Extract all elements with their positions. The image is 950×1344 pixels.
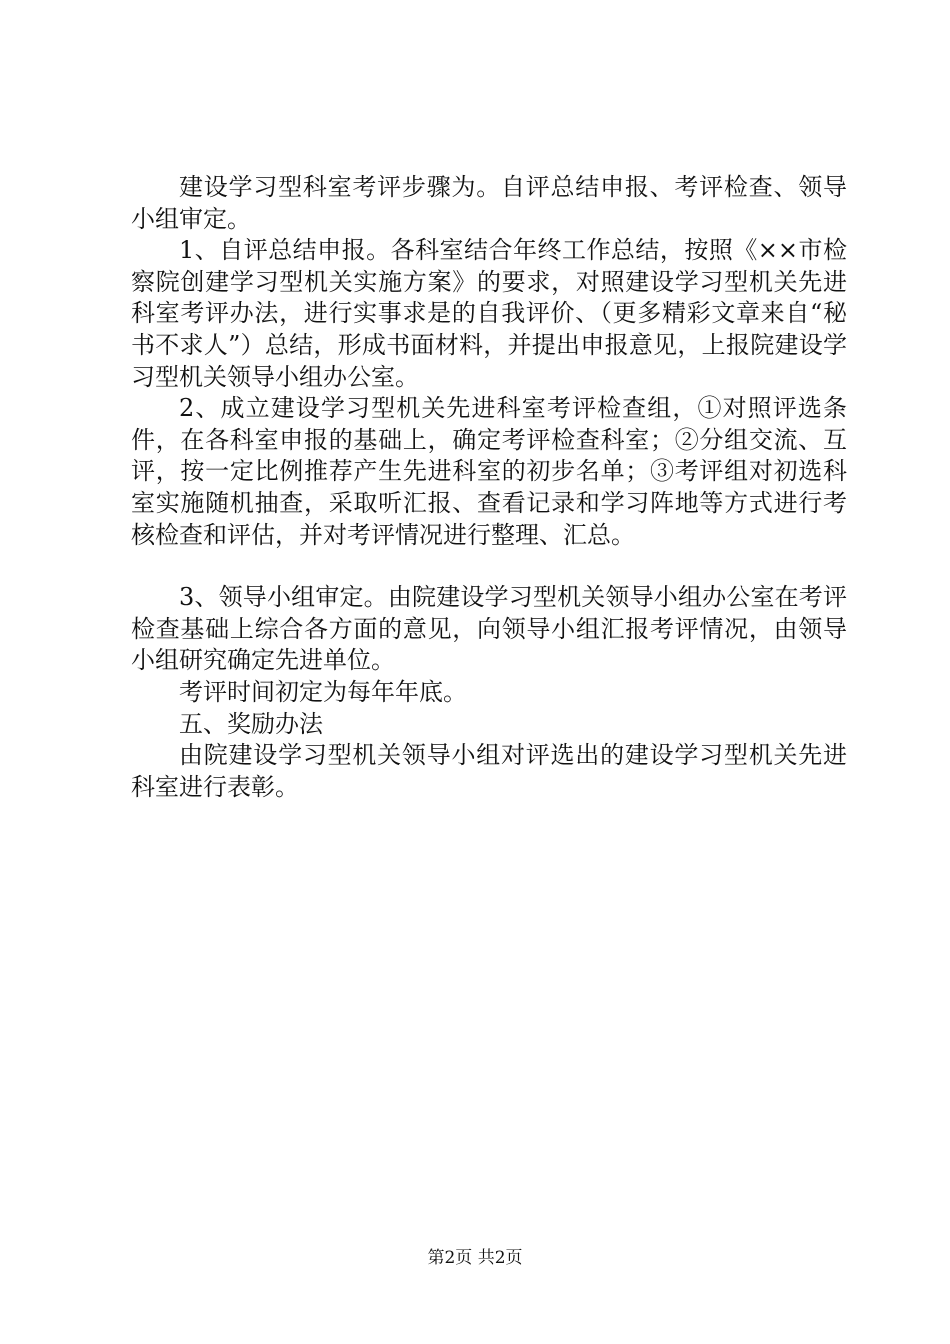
document-body xyxy=(131,172,847,803)
paragraph-step-1-self-evaluation: 1、自评总结申报。各科室结合年终工作总结，按照《××市检察院创建学习型机关实施方案》的要求，对照建设学习型机关先进科室考评办法，进行实事求是的自我评价、（更多精彩文章来自“秘书不求人”）总结，形成书面材料，并提出申报意见，上报院建设学习型机关领导小组办公室。 xyxy=(131,236,847,391)
page-number-footer: 第2页 共2页 xyxy=(427,1248,523,1268)
paragraph-step-2-inspection-group: 2、成立建设学习型机关先进科室考评检查组，①对照评选条件，在各科室申报的基础上，确定考评检查科室；②分组交流、互评，按一定比例推荐产生先进科室的初步名单；③考评组对初选科室实施随机抽查，采取听汇报、查看记录和学习阵地等方式进行考核检查和评估，并对考评情况进行整理、汇总。 xyxy=(131,394,847,549)
section-heading-rewards: 五、奖励办法 xyxy=(179,709,323,738)
paragraph-rewards: 由院建设学习型机关领导小组对评选出的建设学习型机关先进科室进行表彰。 xyxy=(131,741,847,801)
paragraph-assessment-time: 考评时间初定为每年年底。 xyxy=(179,677,467,706)
paragraph-step-3-leadership-review: 3、领导小组审定。由院建设学习型机关领导小组办公室在考评检查基础上综合各方面的意见，向领导小组汇报考评情况，由领导小组研究确定先进单位。 xyxy=(131,583,847,675)
paragraph-assessment-steps: 建设学习型科室考评步骤为。自评总结申报、考评检查、领导小组审定。 xyxy=(131,173,847,233)
